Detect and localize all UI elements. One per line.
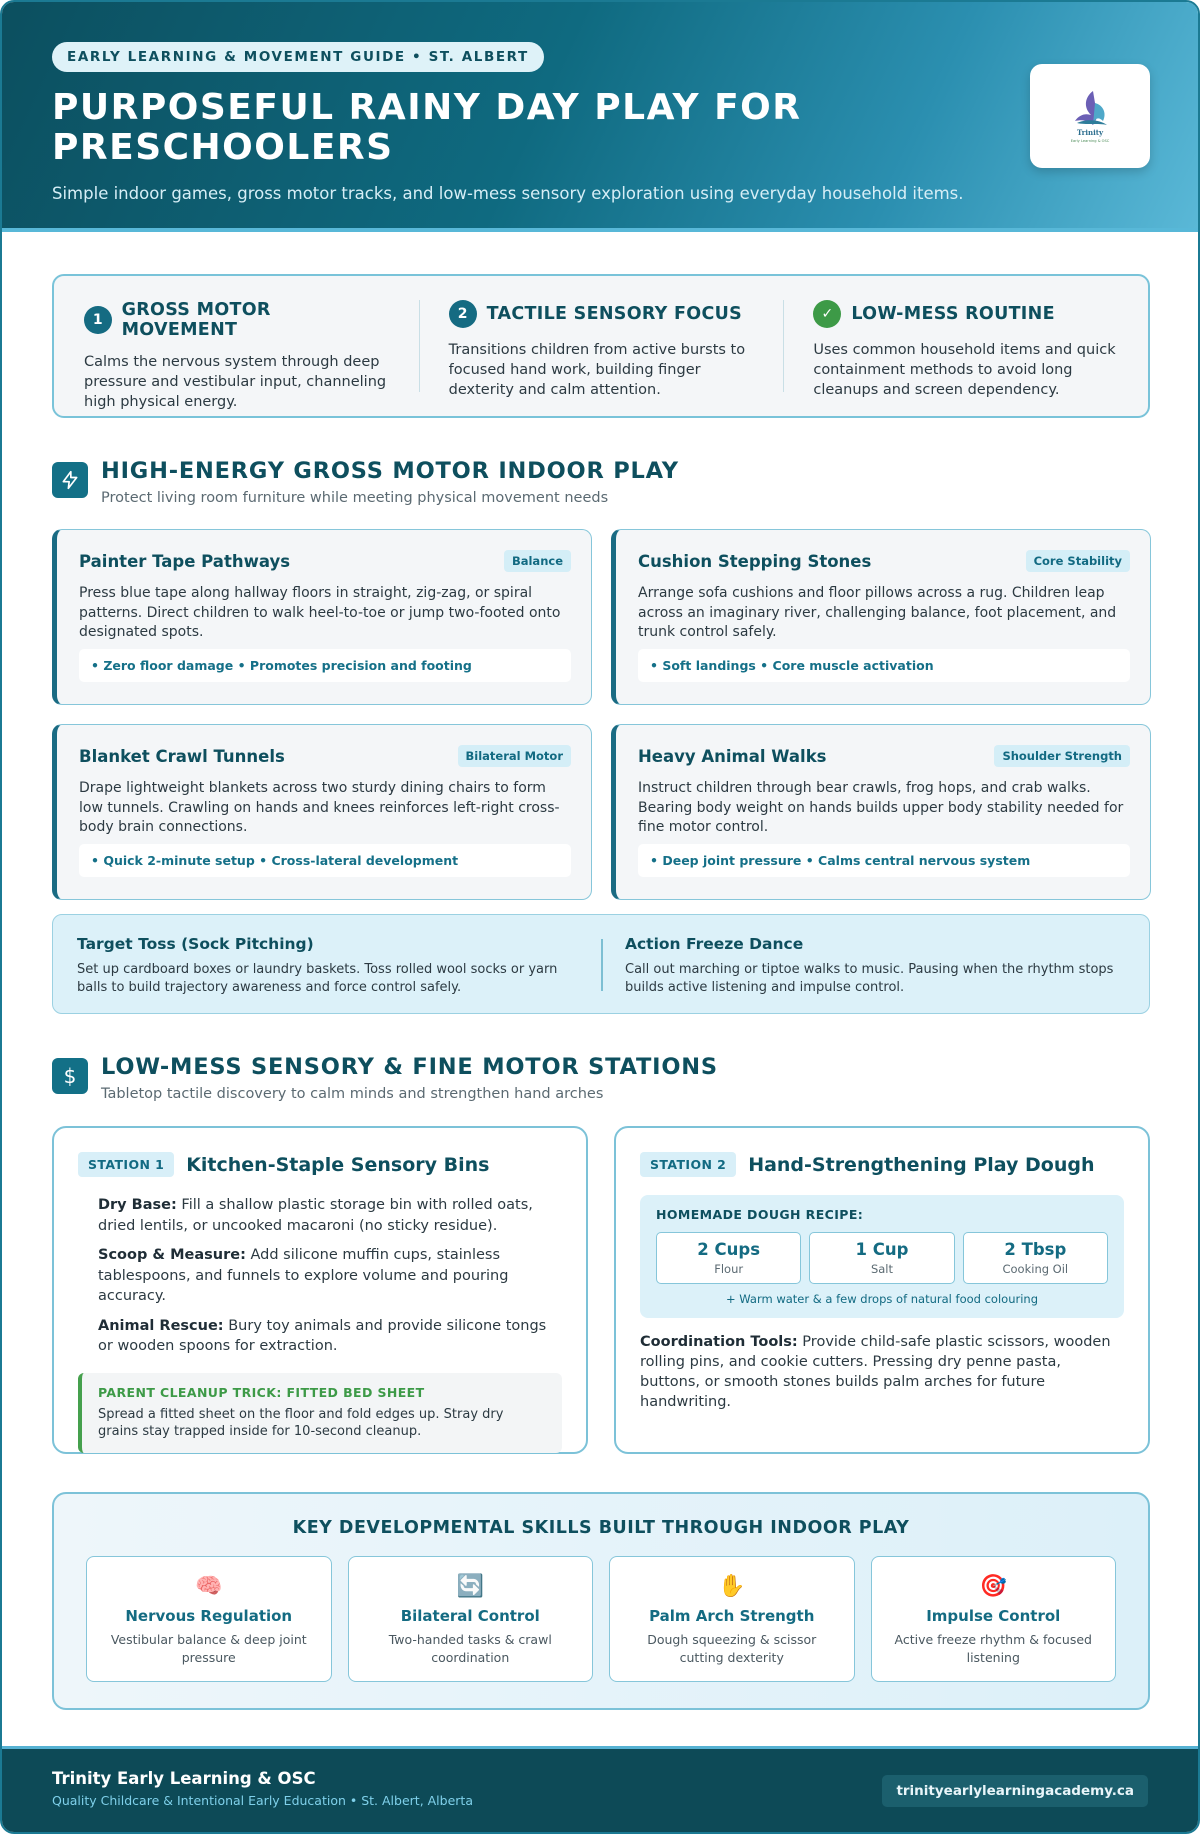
- station-badge: STATION 2: [640, 1152, 736, 1177]
- list-item: Scoop & Measure: Add silicone muffin cups, stainless tablespoons, and funnels to explore volume and pouring accuracy.: [98, 1247, 509, 1304]
- section-title: HIGH-ENERGY GROSS MOTOR INDOOR PLAY: [101, 458, 679, 484]
- organization-tagline: Quality Childcare & Intentional Early Education • St. Albert, Alberta: [52, 1793, 473, 1808]
- activity-title: Blanket Crawl Tunnels: [79, 746, 285, 766]
- section-subtitle: Protect living room furniture while meeting physical movement needs: [101, 490, 609, 506]
- page-subtitle: Simple indoor games, gross motor tracks, and low-mess sensory exploration using everyday household items.: [52, 184, 964, 203]
- raised-hand-icon: ✋: [718, 1574, 746, 1599]
- dough-recipe: [640, 1195, 1124, 1318]
- pillar-tactile-sensory: [419, 300, 784, 398]
- quick-activity-title: Action Freeze Dance: [625, 935, 804, 953]
- header-banner: [2, 2, 1198, 232]
- list-item: Animal Rescue: Bury toy animals and provide silicone tongs or wooden spoons for extraction.: [98, 1317, 547, 1354]
- recipe-measure: 1 Cup Salt: [809, 1232, 954, 1284]
- skill-card: [871, 1556, 1117, 1682]
- trinity-logo-icon: [1055, 85, 1125, 147]
- quick-activities-panel: [52, 914, 1150, 1014]
- activity-benefits: • Deep joint pressure • Calms central nervous system: [638, 844, 1130, 877]
- section-heading-sensory: [52, 1054, 718, 1102]
- quick-activity-text: Set up cardboard boxes or laundry baskets. Toss rolled wool socks or yarn balls to build trajectory awareness and force control safely.: [77, 962, 558, 995]
- lightning-icon: [52, 462, 88, 498]
- activity-description: Drape lightweight blankets across two sturdy dining chairs to form low tunnels. Crawling on hands and knees reinforces left-right cross-body brain connections.: [79, 780, 560, 835]
- tip-title: PARENT CLEANUP TRICK: FITTED BED SHEET: [98, 1384, 425, 1400]
- activity-description: Press blue tape along hallway floors in straight, zig-zag, or spiral patterns. Direct children to walk heel-to-toe or jump two-footed onto designated spots.: [79, 585, 561, 640]
- skill-card: [609, 1556, 855, 1682]
- quick-activity: [601, 935, 1149, 993]
- activity-benefits: • Quick 2-minute setup • Cross-lateral development: [79, 844, 571, 877]
- skill-tag: Shoulder Strength: [994, 745, 1130, 767]
- tip-text: Spread a fitted sheet on the floor and fold edges up. Stray dry grains stay trapped inside for 10-second cleanup.: [98, 1406, 504, 1439]
- eyebrow-badge: EARLY LEARNING & MOVEMENT GUIDE • ST. ALBERT: [52, 42, 544, 72]
- activity-card: [52, 529, 592, 705]
- organization-name: Trinity Early Learning & OSC: [52, 1769, 316, 1788]
- station-steps: [78, 1195, 562, 1357]
- skill-description: Active freeze rhythm & focused listening: [894, 1632, 1092, 1665]
- skill-tag: Balance: [504, 550, 571, 572]
- skill-card: [86, 1556, 332, 1682]
- activity-card: [611, 724, 1151, 900]
- pillar-title: LOW-MESS ROUTINE: [851, 304, 1055, 324]
- pillar-text: Transitions children from active bursts to focused hand work, building finger dexterity and calm attention.: [448, 342, 746, 398]
- recipe-note: + Warm water & a few drops of natural food colouring: [725, 1292, 1038, 1306]
- activity-description: Arrange sofa cushions and floor pillows across a rug. Children leap across an imaginary river, challenging balance, foot placement, and trunk control safely.: [638, 585, 1117, 640]
- skills-panel: [52, 1492, 1150, 1710]
- section-subtitle: Tabletop tactile discovery to calm minds and strengthen hand arches: [101, 1086, 604, 1102]
- checkmark-icon: ✓: [813, 300, 841, 328]
- footer: [2, 1746, 1198, 1832]
- station-play-dough: [614, 1126, 1150, 1454]
- section-title: LOW-MESS SENSORY & FINE MOTOR STATIONS: [101, 1054, 718, 1080]
- pillar-text: Calms the nervous system through deep pressure and vestibular input, channeling high physical energy.: [84, 354, 387, 410]
- skill-description: Vestibular balance & deep joint pressure: [110, 1632, 307, 1665]
- pillar-low-mess: [783, 300, 1148, 398]
- skill-name: Bilateral Control: [400, 1607, 540, 1625]
- cleanup-tip: [78, 1373, 562, 1453]
- quick-activity-text: Call out marching or tiptoe walks to music. Pausing when the rhythm stops builds active listening and impulse control.: [625, 962, 1114, 995]
- skill-description: Two-handed tasks & crawl coordination: [388, 1632, 552, 1665]
- coordination-tools: Coordination Tools: Provide child-safe plastic scissors, wooden rolling pins, and cookie cutters. Pressing dry penne pasta, buttons, or smooth stones builds palm arches for future handwriting.: [640, 1334, 1111, 1410]
- activity-benefits: • Soft landings • Core muscle activation: [638, 649, 1130, 682]
- pillar-title: TACTILE SENSORY FOCUS: [486, 304, 743, 324]
- step-number-1: 1: [84, 306, 112, 334]
- logo-card: [1030, 64, 1150, 168]
- skill-name: Nervous Regulation: [125, 1607, 293, 1625]
- station-title: Hand-Strengthening Play Dough: [748, 1153, 1095, 1176]
- activity-title: Painter Tape Pathways: [79, 551, 291, 571]
- skill-name: Palm Arch Strength: [649, 1607, 815, 1625]
- recipe-measure: 2 Tbsp Cooking Oil: [963, 1232, 1108, 1284]
- pillar-text: Uses common household items and quick containment methods to avoid long cleanups and screen dependency.: [813, 342, 1116, 398]
- station-badge: STATION 1: [78, 1152, 174, 1177]
- skill-card: [348, 1556, 594, 1682]
- cycle-arrows-icon: 🔄: [456, 1574, 484, 1599]
- dollar-icon: $: [52, 1058, 88, 1094]
- section-heading-gross-motor: [52, 458, 679, 506]
- pillar-gross-motor: [54, 300, 419, 410]
- pillar-title: GROSS MOTOR MOVEMENT: [121, 300, 271, 340]
- recipe-measure: 2 Cups Flour: [656, 1232, 801, 1284]
- activity-title: Cushion Stepping Stones: [638, 551, 872, 571]
- skills-title: KEY DEVELOPMENTAL SKILLS BUILT THROUGH INDOOR PLAY: [292, 1518, 910, 1538]
- quick-activity-title: Target Toss (Sock Pitching): [77, 935, 314, 953]
- website-link[interactable]: trinityearlylearningacademy.ca: [882, 1775, 1148, 1807]
- target-icon: 🎯: [979, 1574, 1007, 1599]
- quick-activity: [53, 935, 601, 993]
- intro-pillars: [52, 274, 1150, 418]
- logo-wordmark: Trinity: [1076, 128, 1104, 137]
- recipe-title: HOMEMADE DOUGH RECIPE:: [656, 1207, 864, 1222]
- activity-title: Heavy Animal Walks: [638, 746, 827, 766]
- brain-icon: 🧠: [195, 1574, 223, 1599]
- skill-description: Dough squeezing & scissor cutting dexterity: [647, 1632, 817, 1665]
- station-sensory-bins: [52, 1126, 588, 1454]
- list-item: Dry Base: Fill a shallow plastic storage bin with rolled oats, dried lentils, or uncooked macaroni (no sticky residue).: [98, 1197, 533, 1234]
- page-title: PURPOSEFUL RAINY DAY PLAY FOR PRESCHOOLERS: [52, 87, 802, 168]
- skill-tag: Core Stability: [1026, 550, 1130, 572]
- activity-benefits: • Zero floor damage • Promotes precision and footing: [79, 649, 571, 682]
- skill-name: Impulse Control: [926, 1607, 1061, 1625]
- activity-card: [52, 724, 592, 900]
- activity-card: [611, 529, 1151, 705]
- logo-subtext: Early Learning & OSC: [1070, 139, 1110, 143]
- activity-description: Instruct children through bear crawls, frog hops, and crab walks. Bearing body weight on hands builds upper body stability needed for fine motor control.: [638, 780, 1124, 835]
- skill-tag: Bilateral Motor: [458, 745, 572, 767]
- step-number-2: 2: [449, 300, 477, 328]
- station-title: Kitchen-Staple Sensory Bins: [186, 1153, 490, 1176]
